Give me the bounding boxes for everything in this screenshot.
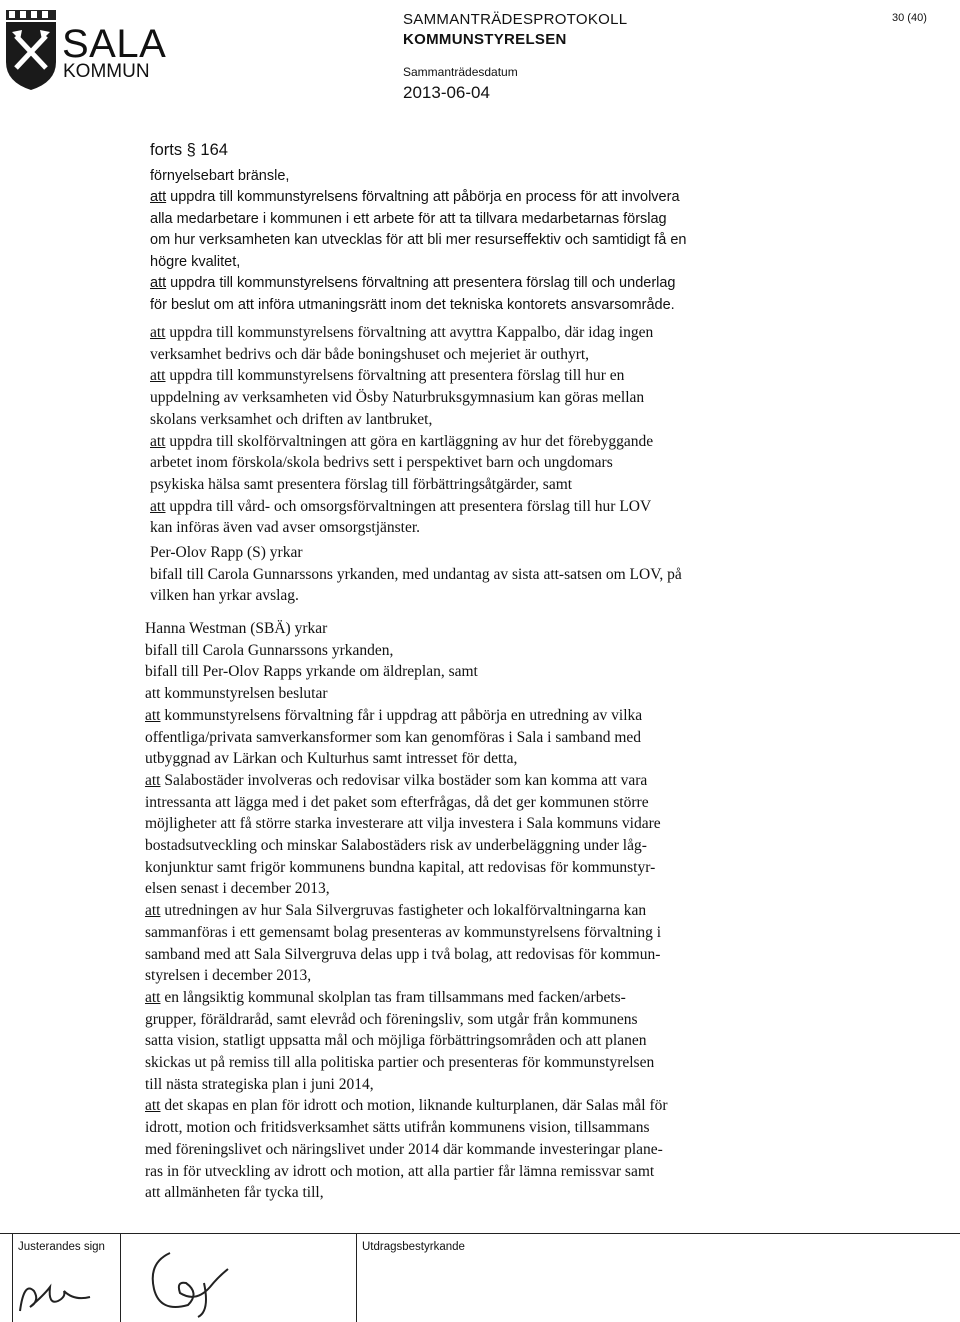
text-line — [145, 900, 668, 922]
text-line — [145, 640, 668, 662]
line-text: styrelsen i december 2013, — [145, 967, 312, 985]
text-line — [150, 452, 653, 474]
line-text: uppdelning av verksamheten vid Ösby Naturbruksgymnasium kan göras mellan — [150, 389, 645, 407]
municipal-crest-icon — [6, 10, 56, 90]
line-text: att allmänheten får tycka till, — [145, 1184, 324, 1202]
text-line — [150, 365, 653, 387]
att-marker: att — [150, 189, 167, 205]
line-text: offentliga/privata samverkansformer som kan genomföras i Sala i samband med — [145, 728, 641, 746]
att-marker: att — [145, 1097, 161, 1115]
line-text: uppdra till kommunstyrelsens förvaltning att påbörja en process för att involvera — [170, 189, 680, 205]
text-line — [150, 273, 686, 295]
motion-westman — [145, 618, 668, 1204]
att-marker: att — [145, 706, 161, 724]
line-text: en långsiktig kommunal skolplan tas fram tillsammans med facken/arbets- — [164, 988, 626, 1006]
section-heading: forts § 164 — [150, 141, 228, 159]
document-header — [403, 10, 627, 104]
text-line — [150, 496, 653, 518]
line-text: om hur verksamheten kan utvecklas för att bli mer resurseffektiv och samtidigt få en — [150, 232, 687, 248]
line-text: arbetet inom förskola/skola bedrivs sett i perspektivet barn och ungdomars — [150, 454, 613, 472]
line-text: elsen senast i december 2013, — [145, 880, 330, 898]
line-text: Per-Olov Rapp (S) yrkar — [150, 544, 303, 561]
text-line — [145, 748, 668, 770]
line-text: till nästa strategiska plan i juni 2014, — [145, 1075, 374, 1093]
line-text: alla medarbetare i kommunen i ett arbete för att ta tillvara medarbetarnas förslag — [150, 210, 667, 227]
text-line — [145, 813, 668, 835]
line-text: för beslut om att införa utmaningsrätt inom det tekniska kontorets ansvarsområde. — [150, 296, 675, 313]
att-marker: att — [150, 497, 166, 515]
line-text: uppdra till skolförvaltningen att göra en kartläggning av hur det förebyggande — [169, 432, 654, 450]
text-line — [150, 431, 653, 453]
footer-border-left — [12, 1233, 13, 1322]
meeting-date: 2013-06-04 — [403, 83, 490, 102]
att-marker: att — [150, 275, 167, 291]
line-text: utredningen av hur Sala Silvergruvas fastigheter och lokalförvaltningarna kan — [164, 902, 647, 920]
date-label: Sammanträdesdatum — [403, 65, 518, 79]
text-line — [145, 618, 668, 640]
line-text: konjunktur samt frigör kommunens bundna kapital, att redovisas för kommunstyr- — [145, 858, 656, 876]
line-text: bostadsutveckling och minskar Salabostäders risk av underbeläggning under låg- — [145, 837, 647, 855]
text-line — [150, 209, 686, 231]
line-text: högre kvalitet, — [150, 253, 241, 270]
text-line — [150, 517, 653, 539]
org-sub: KOMMUN — [63, 61, 150, 82]
line-text: utbyggnad av Lärkan och Kulturhus samt intresset för detta, — [145, 750, 518, 768]
line-text: uppdra till kommunstyrelsens förvaltning att presentera förslag till och underlag — [170, 275, 676, 291]
line-text: grupper, föräldraråd, samt elevråd och föreningsliv, som utgår från kommunens — [145, 1010, 638, 1028]
text-line — [150, 187, 686, 209]
text-line — [145, 1052, 668, 1074]
text-line — [145, 1182, 668, 1204]
att-marker: att — [145, 902, 161, 920]
text-line — [145, 1009, 668, 1031]
footer-border-right — [356, 1233, 357, 1322]
line-text: skickas ut på remiss till alla politiska partier och presenteras för kommunstyrelsen — [145, 1054, 655, 1072]
text-line — [145, 987, 668, 1009]
line-text: Salabostäder involveras och redovisar vilka bostäder som kan komma att vara — [164, 771, 648, 789]
text-line — [150, 252, 686, 274]
text-line — [145, 878, 668, 900]
text-line — [145, 770, 668, 792]
line-text: att kommunstyrelsen beslutar — [145, 685, 328, 703]
line-text: förnyelsebart bränsle, — [150, 167, 290, 184]
line-text: bifall till Carola Gunnarssons yrkanden, med undantag av sista att-satsen om LOV, på — [150, 565, 682, 583]
text-line — [145, 1095, 668, 1117]
footer-border-mid — [120, 1233, 121, 1322]
sala-kommun-logo — [6, 10, 166, 90]
att-marker: att — [145, 988, 161, 1006]
handwritten-signature-1 — [14, 1261, 104, 1319]
assignment-list — [150, 322, 653, 539]
line-text: idrott, motion och fritidsverksamhet sätts utifrån kommunens vision, tillsammans — [145, 1119, 650, 1137]
text-line — [150, 166, 686, 188]
line-text: skolans verksamhet och driften av lantbruket, — [150, 410, 433, 428]
text-line — [145, 835, 668, 857]
text-line — [145, 965, 668, 987]
line-text: uppdra till vård- och omsorgsförvaltningen att presentera förslag till hur LOV — [169, 497, 652, 515]
text-line — [150, 585, 682, 607]
motion-rapp — [150, 542, 682, 607]
line-text: med föreningslivet och näringslivet under 2014 där kommande investeringar plane- — [145, 1140, 663, 1158]
text-line — [145, 683, 668, 705]
footer-divider — [0, 1233, 960, 1234]
text-line — [145, 857, 668, 879]
justerandes-sign-label: Justerandes sign — [18, 1241, 105, 1253]
text-line — [145, 661, 668, 683]
att-marker: att — [145, 771, 161, 789]
text-line — [145, 1161, 668, 1183]
utdragsbestyrkande-label: Utdragsbestyrkande — [362, 1241, 465, 1253]
text-line — [145, 705, 668, 727]
text-line — [145, 1030, 668, 1052]
text-line — [145, 1139, 668, 1161]
line-text: kan införas även vad avser omsorgstjänster. — [150, 519, 421, 537]
line-text: kommunstyrelsens förvaltning får i uppdrag att påbörja en utredning av vilka — [164, 706, 643, 724]
text-line — [150, 387, 653, 409]
line-text: vilken han yrkar avslag. — [150, 587, 299, 605]
line-text: psykiska hälsa samt presentera förslag till förbättringsåtgärder, samt — [150, 475, 573, 493]
line-text: sammanföras i ett gemensamt bolag presenteras av kommunstyrelsens förvaltning i — [145, 923, 662, 941]
signature-footer — [0, 1233, 960, 1322]
text-line — [145, 944, 668, 966]
att-marker: att — [150, 367, 166, 385]
text-line — [150, 322, 653, 344]
text-line — [145, 727, 668, 749]
line-text: ras in för utveckling av idrott och motion, att alla partier får lämna remissvar samt — [145, 1162, 655, 1180]
line-text: bifall till Per-Olov Rapps yrkande om äldreplan, samt — [145, 663, 478, 681]
line-text: uppdra till kommunstyrelsens förvaltning att avyttra Kappalbo, där idag ingen — [169, 324, 654, 341]
page-number: 30 (40) — [892, 12, 927, 24]
att-marker: att — [150, 432, 166, 450]
line-text: bifall till Carola Gunnarssons yrkanden, — [145, 641, 394, 659]
line-text: det skapas en plan för idrott och motion, liknande kulturplanen, där Salas mål för — [164, 1097, 668, 1115]
line-text: Hanna Westman (SBÄ) yrkar — [145, 620, 328, 637]
line-text: samband med att Sala Silvergruva delas upp i två bolag, att redovisas för kommun- — [145, 945, 661, 963]
line-text: uppdra till kommunstyrelsens förvaltning att presentera förslag till hur en — [169, 367, 625, 385]
handwritten-signature-2 — [140, 1243, 250, 1321]
text-line — [150, 409, 653, 431]
org-name: SALA — [62, 22, 167, 66]
line-text: verksamhet bedrivs och där både boningshuset och mejeriet är outhyrt, — [150, 345, 590, 363]
line-text: möjligheter att få större starka investerare att vilja investera i Sala kommuns vidare — [145, 815, 661, 833]
text-line — [145, 792, 668, 814]
text-line — [150, 564, 682, 586]
doc-type: SAMMANTRÄDESPROTOKOLL — [403, 11, 628, 28]
text-line — [150, 542, 682, 564]
text-line — [150, 230, 686, 252]
section-continued — [150, 140, 686, 316]
att-marker: att — [150, 324, 166, 341]
text-line — [150, 344, 653, 366]
text-line — [150, 295, 686, 317]
line-text: intressanta att lägga med i det paket som efterfrågas, då det ger kommunen större — [145, 793, 649, 811]
text-line — [150, 474, 653, 496]
committee-name: KOMMUNSTYRELSEN — [403, 31, 567, 48]
text-line — [145, 1117, 668, 1139]
line-text: satta vision, statligt uppsatta mål och möjliga förbättringsområden och att planen — [145, 1032, 647, 1050]
text-line — [145, 922, 668, 944]
text-line — [145, 1074, 668, 1096]
